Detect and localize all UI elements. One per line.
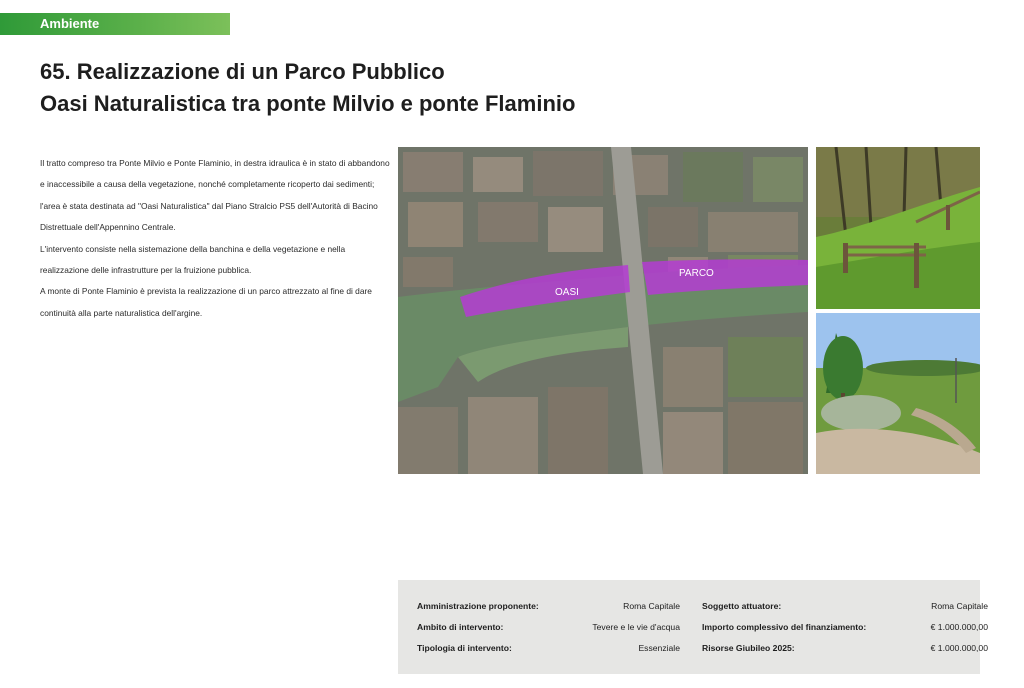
description-paragraph-1: Il tratto compreso tra Ponte Milvio e Ponte Flaminio, in destra idraulica è in stato di abbandono e inaccessibile a causa della vegetazione, nonché completamente ricoperto dai sedimenti; l'area è stata destinata ad "Oasi Naturalistica" dal Piano Stralcio PS5 dell'Autorità di Bacino Distrettuale dell'Appennino Centrale. — [40, 158, 390, 233]
description-text — [40, 153, 390, 324]
info-importo — [702, 621, 988, 633]
description-paragraph-3: A monte di Ponte Flaminio è prevista la realizzazione di un parco attrezzato al fine di dare continuità alla parte naturalistica dell'argine. — [40, 286, 372, 318]
info-tipologia — [417, 642, 680, 654]
park-path-graphic — [816, 313, 980, 474]
aerial-map-image — [398, 147, 808, 474]
info-label: Ambito di intervento: — [417, 622, 504, 632]
info-soggetto — [702, 600, 988, 612]
info-value: Essenziale — [638, 643, 680, 653]
info-amministrazione — [417, 600, 680, 612]
section-label: Ambiente — [0, 13, 230, 35]
info-label: Risorse Giubileo 2025: — [702, 643, 795, 653]
map-label-parco: PARCO — [679, 268, 714, 279]
park-fence-photo — [816, 147, 980, 309]
map-label-oasi: OASI — [555, 287, 579, 298]
info-value: Roma Capitale — [931, 601, 988, 611]
info-label: Tipologia di intervento: — [417, 643, 512, 653]
page-title — [40, 56, 980, 120]
info-value: Tevere e le vie d'acqua — [592, 622, 680, 632]
park-fence-graphic — [816, 147, 980, 309]
info-value: Roma Capitale — [623, 601, 680, 611]
description-paragraph-2: L'intervento consiste nella sistemazione della banchina e della vegetazione e nella realizzazione delle infrastrutture per la fruizione pubblica. — [40, 243, 346, 276]
title-line-1: 65. Realizzazione di un Parco Pubblico — [40, 59, 445, 84]
info-label: Amministrazione proponente: — [417, 601, 539, 611]
aerial-map-graphic — [398, 147, 808, 474]
title-line-2: Oasi Naturalistica tra ponte Milvio e ponte Flaminio — [40, 91, 576, 116]
info-value: € 1.000.000,00 — [930, 622, 988, 632]
park-path-photo — [816, 313, 980, 474]
project-info-box — [398, 580, 988, 674]
info-value: € 1.000.000,00 — [930, 643, 988, 653]
info-label: Importo complessivo del finanziamento: — [702, 622, 867, 632]
info-risorse — [702, 642, 988, 654]
info-ambito — [417, 621, 680, 633]
info-label: Soggetto attuatore: — [702, 601, 782, 611]
